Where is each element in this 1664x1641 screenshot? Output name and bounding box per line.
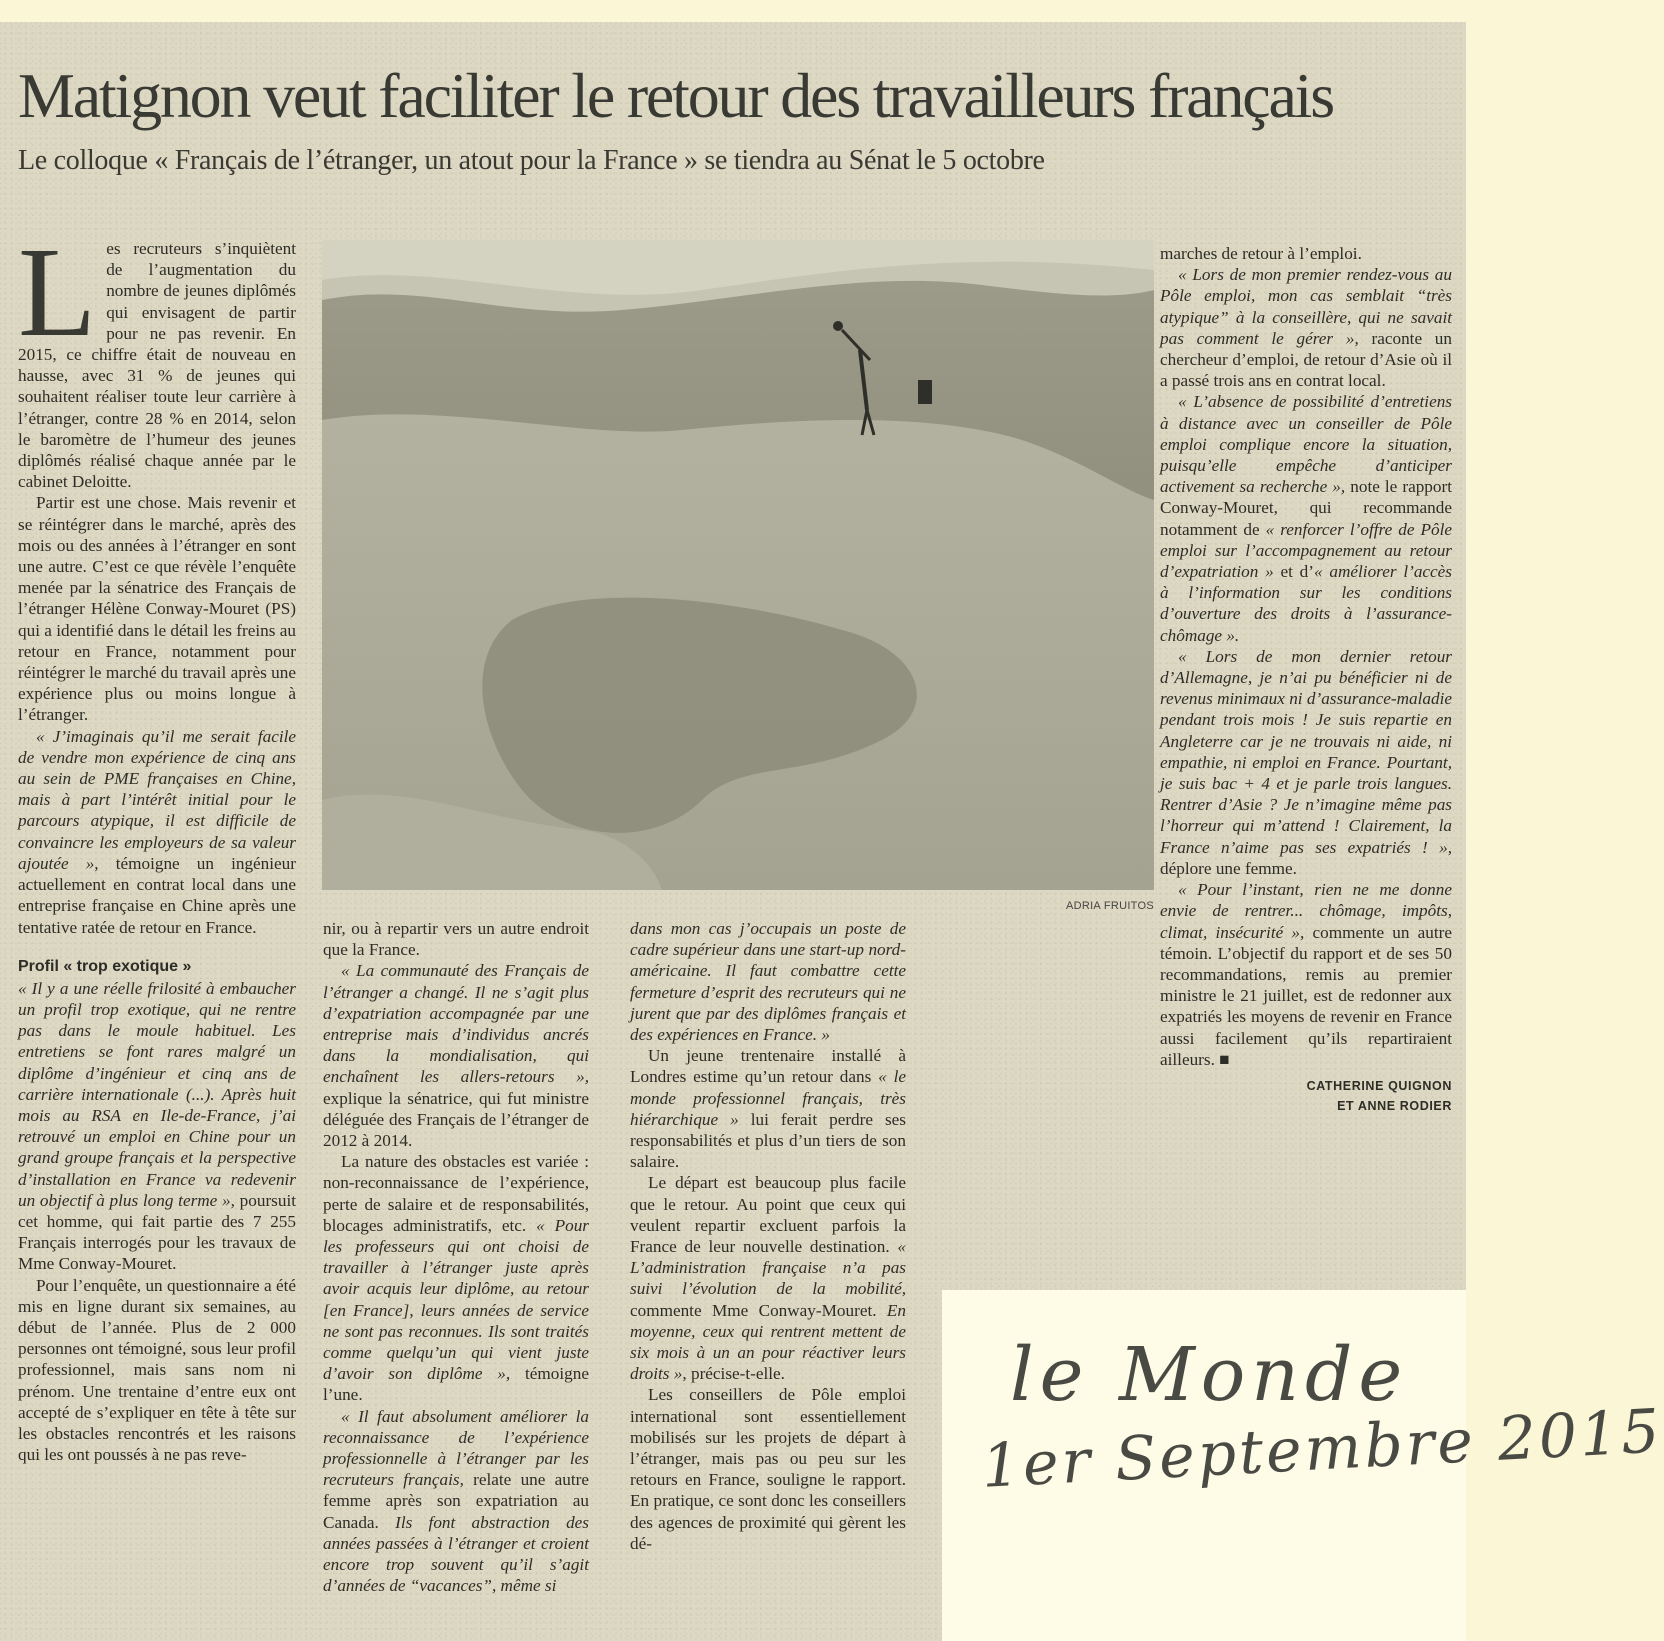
handwritten-source: le Monde [1010,1332,1409,1418]
paragraph-text: déplore une femme. [1160,858,1297,878]
author-name: ET ANNE RODIER [1337,1098,1452,1113]
author-name: CATHERINE QUIGNON [1306,1078,1452,1093]
article-column-2 [323,918,589,1638]
paragraph: nir, ou à repartir vers un autre endroit que la France. [323,919,589,960]
quote: « La communauté des Français de l’étranger a changé. Il ne s’agit plus d’expatriation accompagnée par une entreprise mais d’individus ancrés dans la mondialisation, qui enchaînent les allers-retours », [323,961,589,1087]
quote: « Il y a une réelle frilosité à embaucher un profil trop exotique, qui ne rentre pas dans le moule habituel. Les entretiens se font rares malgré un diplôme d’ingénieur et cinq ans de carrière internationale (...). Après huit mois au RSA en Ile-de-France, j’ai retrouvé un emploi en Chine pour un grand groupe français et la perspective d’installation en France va redevenir un objectif à plus long terme », [18,978,296,1210]
paragraph [323,1151,589,1405]
paragraph: Partir est une chose. Mais revenir et se réintégrer dans le marché, après des mois ou des années à l’étranger en sont une autre. C’est ce que révèle l’enquête menée par la sénatrice des Français de l’étranger Hélène Conway-Mouret (PS) qui a identifié dans le détail les freins au retour en France, notamment pour réintégrer le marché du travail après une expérience plus ou moins longue à l’étranger. [18,493,296,725]
drop-cap: L [18,221,97,363]
article-subhead: Le colloque « Français de l’étranger, un atout pour la France » se tiendra au Sénat le 5 octobre [18,145,1045,176]
handwritten-date: 1er Septembre 2015 [980,1396,1664,1502]
quote: En moyenne, ceux qui rentrent mettent de six mois à un an pour réactiver leurs droits », [630,1300,906,1384]
paragraph [1160,391,1452,645]
paragraph-text: témoigne l’une. [323,1364,589,1405]
paragraph: dans mon cas j’occupais un poste de cadre supérieur dans une start-up nord-américaine. Il faut combattre cette fermeture d’esprit des recruteurs qui ne jurent que par des diplômes français et des expériences en France. » [630,919,906,1045]
quote: « Lors de mon premier rendez-vous au Pôle emploi, mon cas semblait “très atypique” à la conseillère, qui ne savait pas comment le gérer », [1160,265,1452,348]
quote: « Pour les professeurs qui ont choisi de travailler à l’étranger juste après avoir acquis leur diplôme, au retour [en France], leurs années de service ne sont pas reconnues. Ils sont traités comme quelqu’un qui vient juste d’avoir son diplôme », [323,1215,589,1384]
paragraph [630,1045,906,1172]
paragraph: marches de retour à l’emploi. [1160,244,1362,263]
paragraph-text: lui ferait perdre ses responsabilités et plus d’un tiers de son salaire. [630,1109,906,1172]
paragraph-text: précise-t-elle. [686,1364,785,1384]
photo-credit: ADRIA FRUITOS [1065,900,1154,912]
quote: « J’imaginais qu’il me serait facile de vendre mon expérience de cinq ans au sein de PME françaises en Chine, mais à part l’intérêt initial pour le parcours atypique, il est difficile de convaincre les employeurs de sa valeur ajoutée », [18,726,296,873]
paragraph [1160,264,1452,391]
paragraph-text: témoigne un ingénieur actuellement en contrat local dans une entreprise française en Chine après une tentative ratée de retour en France. [18,853,296,937]
illustration-drawing [322,240,1154,890]
paragraph-text: poursuit cet homme, qui fait partie des 7 255 Français interrogés pour les travaux de Mme Conway-Mouret. [18,1190,297,1274]
quote: « Il faut absolument améliorer la reconnaissance de l’expérience professionnelle à l’étranger par les recruteurs français, [323,1406,589,1490]
paragraph [323,1406,589,1597]
paragraph-text: relate une autre femme après son expatriation au Canada. [323,1470,589,1532]
paragraph-text: es recruteurs s’inquiètent de l’augmentation du nombre de jeunes diplômés qui envisagent de partir pour ne pas revenir. En 2015, ce chiffre était de nouveau en hausse, avec 31 % de jeunes qui souhaitent réaliser toute leur carrière à l’étranger, contre 28 % en 2014, selon le baromètre de l’humeur des jeunes diplômés réalisé chaque année par le cabinet Deloitte. [18,239,296,492]
paragraph [18,978,296,1275]
paragraph-text: La nature des obstacles est variée : non-reconnaissance de l’expérience, perte de salaire et de responsabilités, blocages administratifs, etc. [323,1152,589,1235]
paragraph [630,1172,906,1384]
article-illustration [322,240,1154,890]
paragraph-text: commente un autre témoin. L’objectif du rapport et de ses 50 recommandations, remis au premier ministre le 21 juillet, est de redonner aux expatriés les moyens de revenir en France aussi facilement qu’ils repartiraient ailleurs. ■ [1160,922,1452,1069]
article-column-1 [18,221,297,1638]
quote: « Pour l’instant, rien ne me donne envie de rentrer... chômage, impôts, climat, insécurité », [1160,880,1452,942]
paragraph [18,221,296,492]
paragraph [1160,879,1452,1070]
article-column-3 [630,918,906,1638]
section-subtitle: Profil « trop exotique » [18,957,192,975]
quote: « le monde professionnel français, très hiérarchique » [630,1067,906,1129]
paragraph-text: Le départ est beaucoup plus facile que le retour. Au point que ceux qui veulent repartir excluent parfois la France de leur nouvelle destination. [630,1173,906,1257]
paragraph-text: note le rapport Conway-Mouret, qui recommande notamment de [1160,477,1452,539]
article-authors [1160,1076,1452,1116]
quote: « renforcer l’offre de Pôle emploi sur l’accompagnement au retour d’expatriation » [1160,519,1452,582]
paragraph-text: explique la sénatrice, qui fut ministre déléguée des Français de l’étranger de 2012 à 2014. [323,1088,589,1151]
quote: « L’absence de possibilité d’entretiens à distance avec un conseiller de Pôle emploi complique encore la situation, puisqu’elle empêche d’anticiper activement sa recherche », [1160,392,1452,497]
quote: « Lors de mon dernier retour d’Allemagne, je n’ai pu bénéficier ni de revenus minimaux ni d’assurance-maladie pendant trois mois ! Je suis repartie en Angleterre car je ne trouvais ni aide, ni empathie, ni emploi en France. Pourtant, je suis bac + 4 et je parle trois langues. Rentrer d’Asie ? Je n’imagine même pas l’horreur qui m’attend ! Clairement, la France n’aime pas ses expatriés ! », [1160,646,1452,857]
paragraph-text: raconte un chercheur d’emploi, de retour d’Asie où il a passé trois ans en contrat local. [1160,328,1452,391]
paragraph [323,960,589,1151]
paragraph-text: commente Mme Conway-Mouret. [630,1300,877,1320]
article-headline: Matignon veut faciliter le retour des travailleurs français [18,60,1333,131]
paragraph-text: et d’ [1273,562,1315,582]
paragraph [1160,646,1452,879]
paragraph [18,726,296,938]
quote: « améliorer l’accès à l’information sur les conditions d’ouverture des droits à l’assurance-chômage ». [1160,562,1452,645]
article-column-4 [1160,243,1452,1243]
paragraph: Les conseillers de Pôle emploi international sont essentiellement mobilisés sur les projets de départ à l’étranger, mais pas ou peu sur les retours en France, souligne le rapport. En pratique, ce sont donc les conseillers des agences de proximité qui gèrent les dé- [630,1385,906,1553]
paragraph: Pour l’enquête, un questionnaire a été mis en ligne durant six semaines, au début de l’année. Plus de 2 000 personnes ont témoigné, sous leur profil professionnel, mais sans nom ni prénom. Une trentaine d’entre eux ont accepté de s’expliquer en tête à tête sur les obstacles rencontrés et les raisons qui les ont poussés à ne pas reve- [18,1275,296,1465]
quote: Ils font abstraction des années passées à l’étranger et croient encore trop souvent qu’il s’agit d’années de “vacances”, même si [323,1512,589,1596]
paragraph-text: Un jeune trentenaire installé à Londres estime qu’un retour dans [630,1046,906,1087]
quote: « L’administration française n’a pas suivi l’évolution de la mobilité, [630,1237,907,1299]
